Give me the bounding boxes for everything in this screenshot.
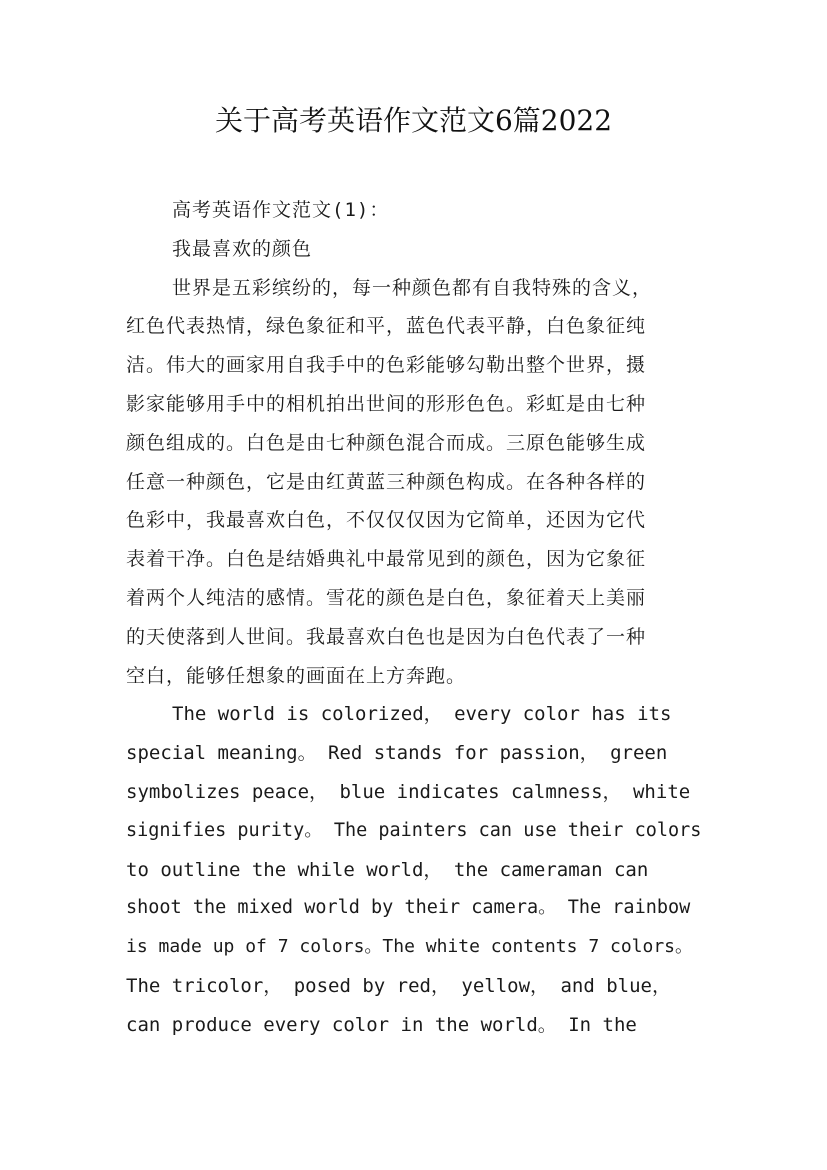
paragraph-line: 着两个人纯洁的感情。雪花的颜色是白色，象征着天上美丽 <box>126 586 647 609</box>
paragraph-line: special meaning。 Red stands for passion， green <box>126 742 668 765</box>
document-body <box>126 191 702 1045</box>
document-title: 关于高考英语作文范文6篇2022 <box>214 104 613 137</box>
paragraph-line: signifies purity。 The painters can use their colors <box>126 819 702 841</box>
english-paragraph <box>126 695 702 1044</box>
paragraph-line: symbolizes peace， blue indicates calmness， white <box>126 780 691 803</box>
paragraph-line: 颜色组成的。白色是由七种颜色混合而成。三原色能够生成 <box>126 431 647 454</box>
paragraph-line: 空白，能够任想象的画面在上方奔跑。 <box>126 664 467 687</box>
paragraph-line: 洁。伟大的画家用自我手中的色彩能够勾勒出整个世界，摄 <box>126 354 647 377</box>
paragraph-line: The tricolor， posed by red， yellow， and blue， <box>126 974 671 997</box>
essay-subtitle: 我最喜欢的颜色 <box>172 237 313 260</box>
paragraph-line: 影家能够用手中的相机拍出世间的形形色色。彩虹是由七种 <box>126 392 647 415</box>
paragraph-line: shoot the mixed world by their camera。 The rainbow <box>126 897 691 919</box>
paragraph-line: to outline the while world， the cameraman can <box>126 858 649 881</box>
chinese-paragraph <box>126 269 702 696</box>
paragraph-line: 任意一种颜色，它是由红黄蓝三种颜色构成。在各种各样的 <box>126 470 647 493</box>
section-heading: 高考英语作文范文(1)： <box>172 199 390 221</box>
paragraph-line: 的天使落到人世间。我最喜欢白色也是因为白色代表了一种 <box>126 625 647 648</box>
paragraph-line: The world is colorized， every color has its <box>172 703 672 726</box>
paragraph-line: can produce every color in the world。 In the <box>126 1013 637 1036</box>
paragraph-line: 表着干净。白色是结婚典礼中最常见到的颜色，因为它象征 <box>126 548 647 571</box>
paragraph-line: 世界是五彩缤纷的，每一种颜色都有自我特殊的含义， <box>172 276 653 299</box>
paragraph-line: 红色代表热情，绿色象征和平，蓝色代表平静，白色象征纯 <box>126 315 647 338</box>
paragraph-line: 色彩中，我最喜欢白色，不仅仅仅因为它简单，还因为它代 <box>126 509 647 532</box>
paragraph-line: is made up of 7 colors。The white contents 7 colors。 <box>126 936 694 958</box>
